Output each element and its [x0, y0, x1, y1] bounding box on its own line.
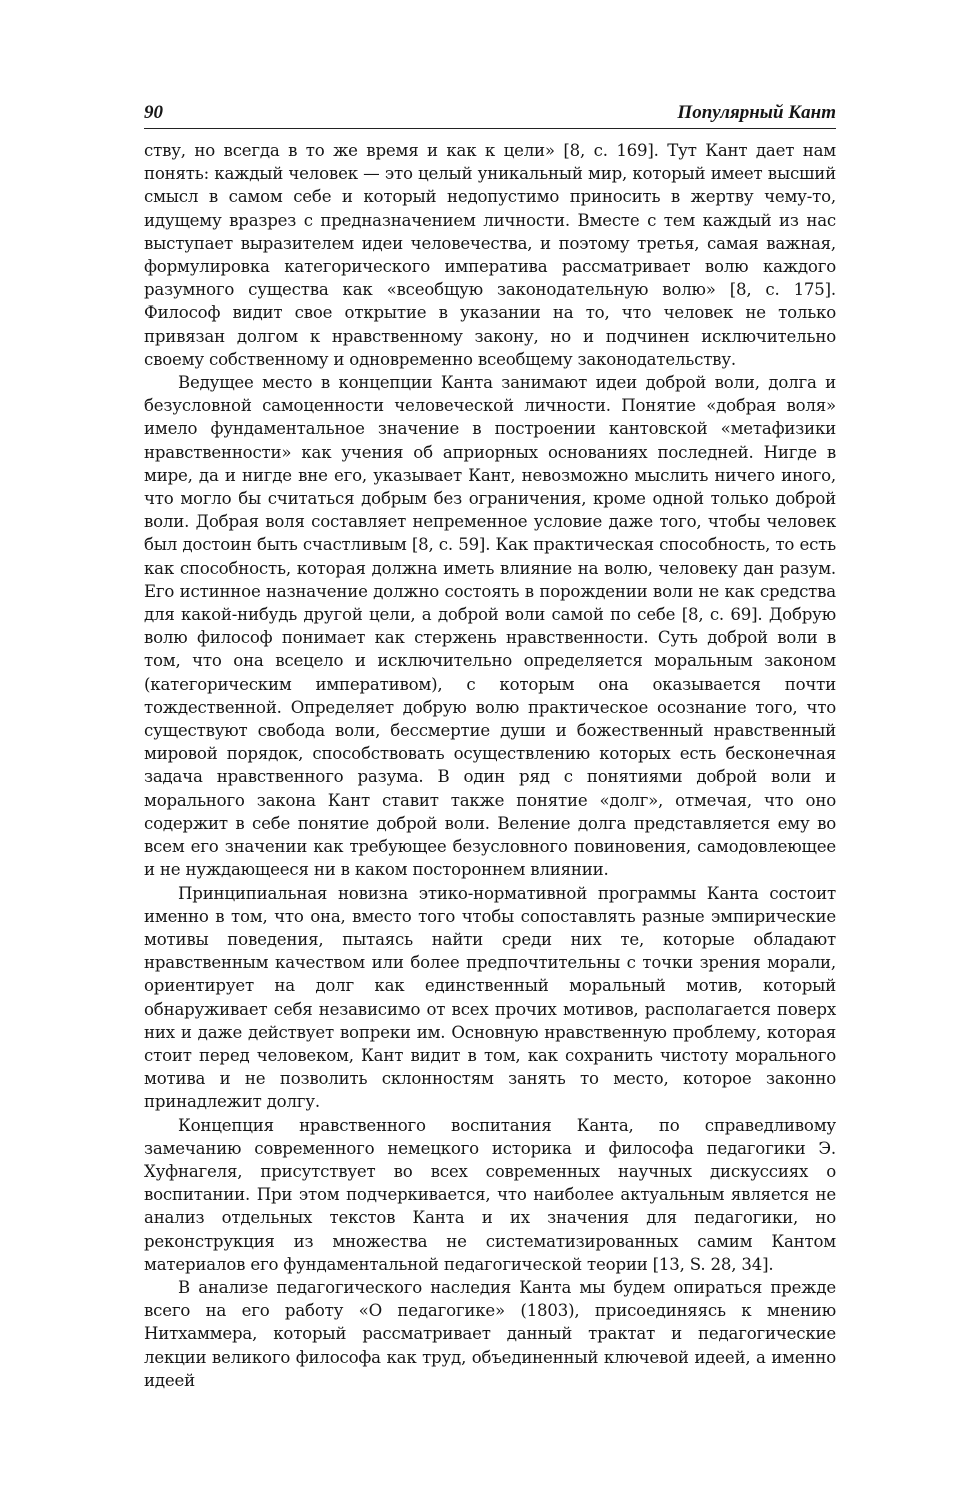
paragraph-2: Ведущее место в концепции Канта занимают идеи доброй воли, долга и безусловной самоценности человеческой личности. Понятие «добрая воля» имело фундаментальное значение в построении кантовской «метафизики нравственности» как учения об априорных основаниях последней. Нигде в мире, да и нигде вне его, указывает Кант, невозможно мыслить ничего иного, что могло бы считаться добрым без ограничения, кроме одной только доброй воли. Добрая воля составляет непременное условие даже того, чтобы человек был достоин быть счастливым [8, с. 59]. Как практическая способность, то есть как способность, которая должна иметь влияние на волю, человеку дан разум. Его истинное назначение должно состоять в порождении воли не как средства для какой-нибудь другой цели, а доброй воли самой по себе [8, с. 69]. Добрую волю философ понимает как стержень нравственности. Суть доброй воли в том, что она всецело и исключительно определяется моральным законом (категорическим императивом), с которым она оказывается почти тождественной. Определяет добрую волю практическое осознание того, что существуют свобода воли, бессмертие души и божественный нравственный мировой порядок, способствовать осуществлению которых есть бесконечная задача нравственного разума. В один ряд с понятиями доброй воли и морального закона Кант ставит также понятие «долг», отмечая, что оно содержит в себе понятие доброй воли. Веление долга представляется ему во всем его значении как требующее безусловного повиновения, самодовлеющее и не нуждающееся ни в каком постороннем влиянии. — [144, 373, 836, 880]
body-text — [144, 139, 836, 1392]
paragraph-5: В анализе педагогического наследия Канта мы будем опираться прежде всего на его работу «О педагогике» (1803), присоединяясь к мнению Нитхаммера, который рассматривает данный трактат и педагогические лекции великого философа как труд, объединенный ключевой идеей, а именно идеей — [144, 1277, 836, 1390]
running-head — [144, 100, 836, 129]
paragraph-3: Принципиальная новизна этико-нормативной программы Канта состоит именно в том, что она, вместо того чтобы сопоставлять разные эмпирические мотивы поведения, пытаясь найти среди них те, которые обладают нравственным качеством или более предпочтительны с точки зрения морали, ориентирует на долг как единственный моральный мотив, который обнаруживает себя независимо от всех прочих мотивов, располагается поверх них и даже действует вопреки им. Основную нравственную проблему, которая стоит перед человеком, Кант видит в том, как сохранить чистоту морального мотива и не позволить склонностям занять то место, которое законно принадлежит долгу. — [144, 883, 836, 1112]
page-number: 90 — [144, 102, 163, 123]
paragraph-1: ству, но всегда в то же время и как к цели» [8, с. 169]. Тут Кант дает нам понять: каждый человек — это целый уникальный мир, который имеет высший смысл в самом себе и который недопустимо приносить в жертву чему-то, идущему вразрез с предназначением личности. Вместе с тем каждый из нас выступает выразителем идеи человечества, и поэтому третья, самая важная, формулировка категорического императива рассматривает волю каждого разумного существа как «всеобщую законодательную волю» [8, с. 175]. Философ видит свое открытие в указании на то, что человек не только привязан долгом к нравственному закону, но и подчинен исключительно своему собственному и одновременно всеобщему законодательству. — [144, 141, 836, 369]
book-page — [144, 100, 836, 1392]
running-title: Популярный Кант — [677, 102, 836, 123]
paragraph-4: Концепция нравственного воспитания Канта, по справедливому замечанию современного немецкого историка и философа педагогики Э. Хуфнагеля, присутствует во всех современных научных дискуссиях о воспитании. При этом подчеркивается, что наиболее актуальным является не анализ отдельных текстов Канта и их значения для педагогики, но реконструкция из множества не систематизированных самим Кантом материалов его фундаментальной педагогической теории [13, S. 28, 34]. — [144, 1115, 836, 1274]
